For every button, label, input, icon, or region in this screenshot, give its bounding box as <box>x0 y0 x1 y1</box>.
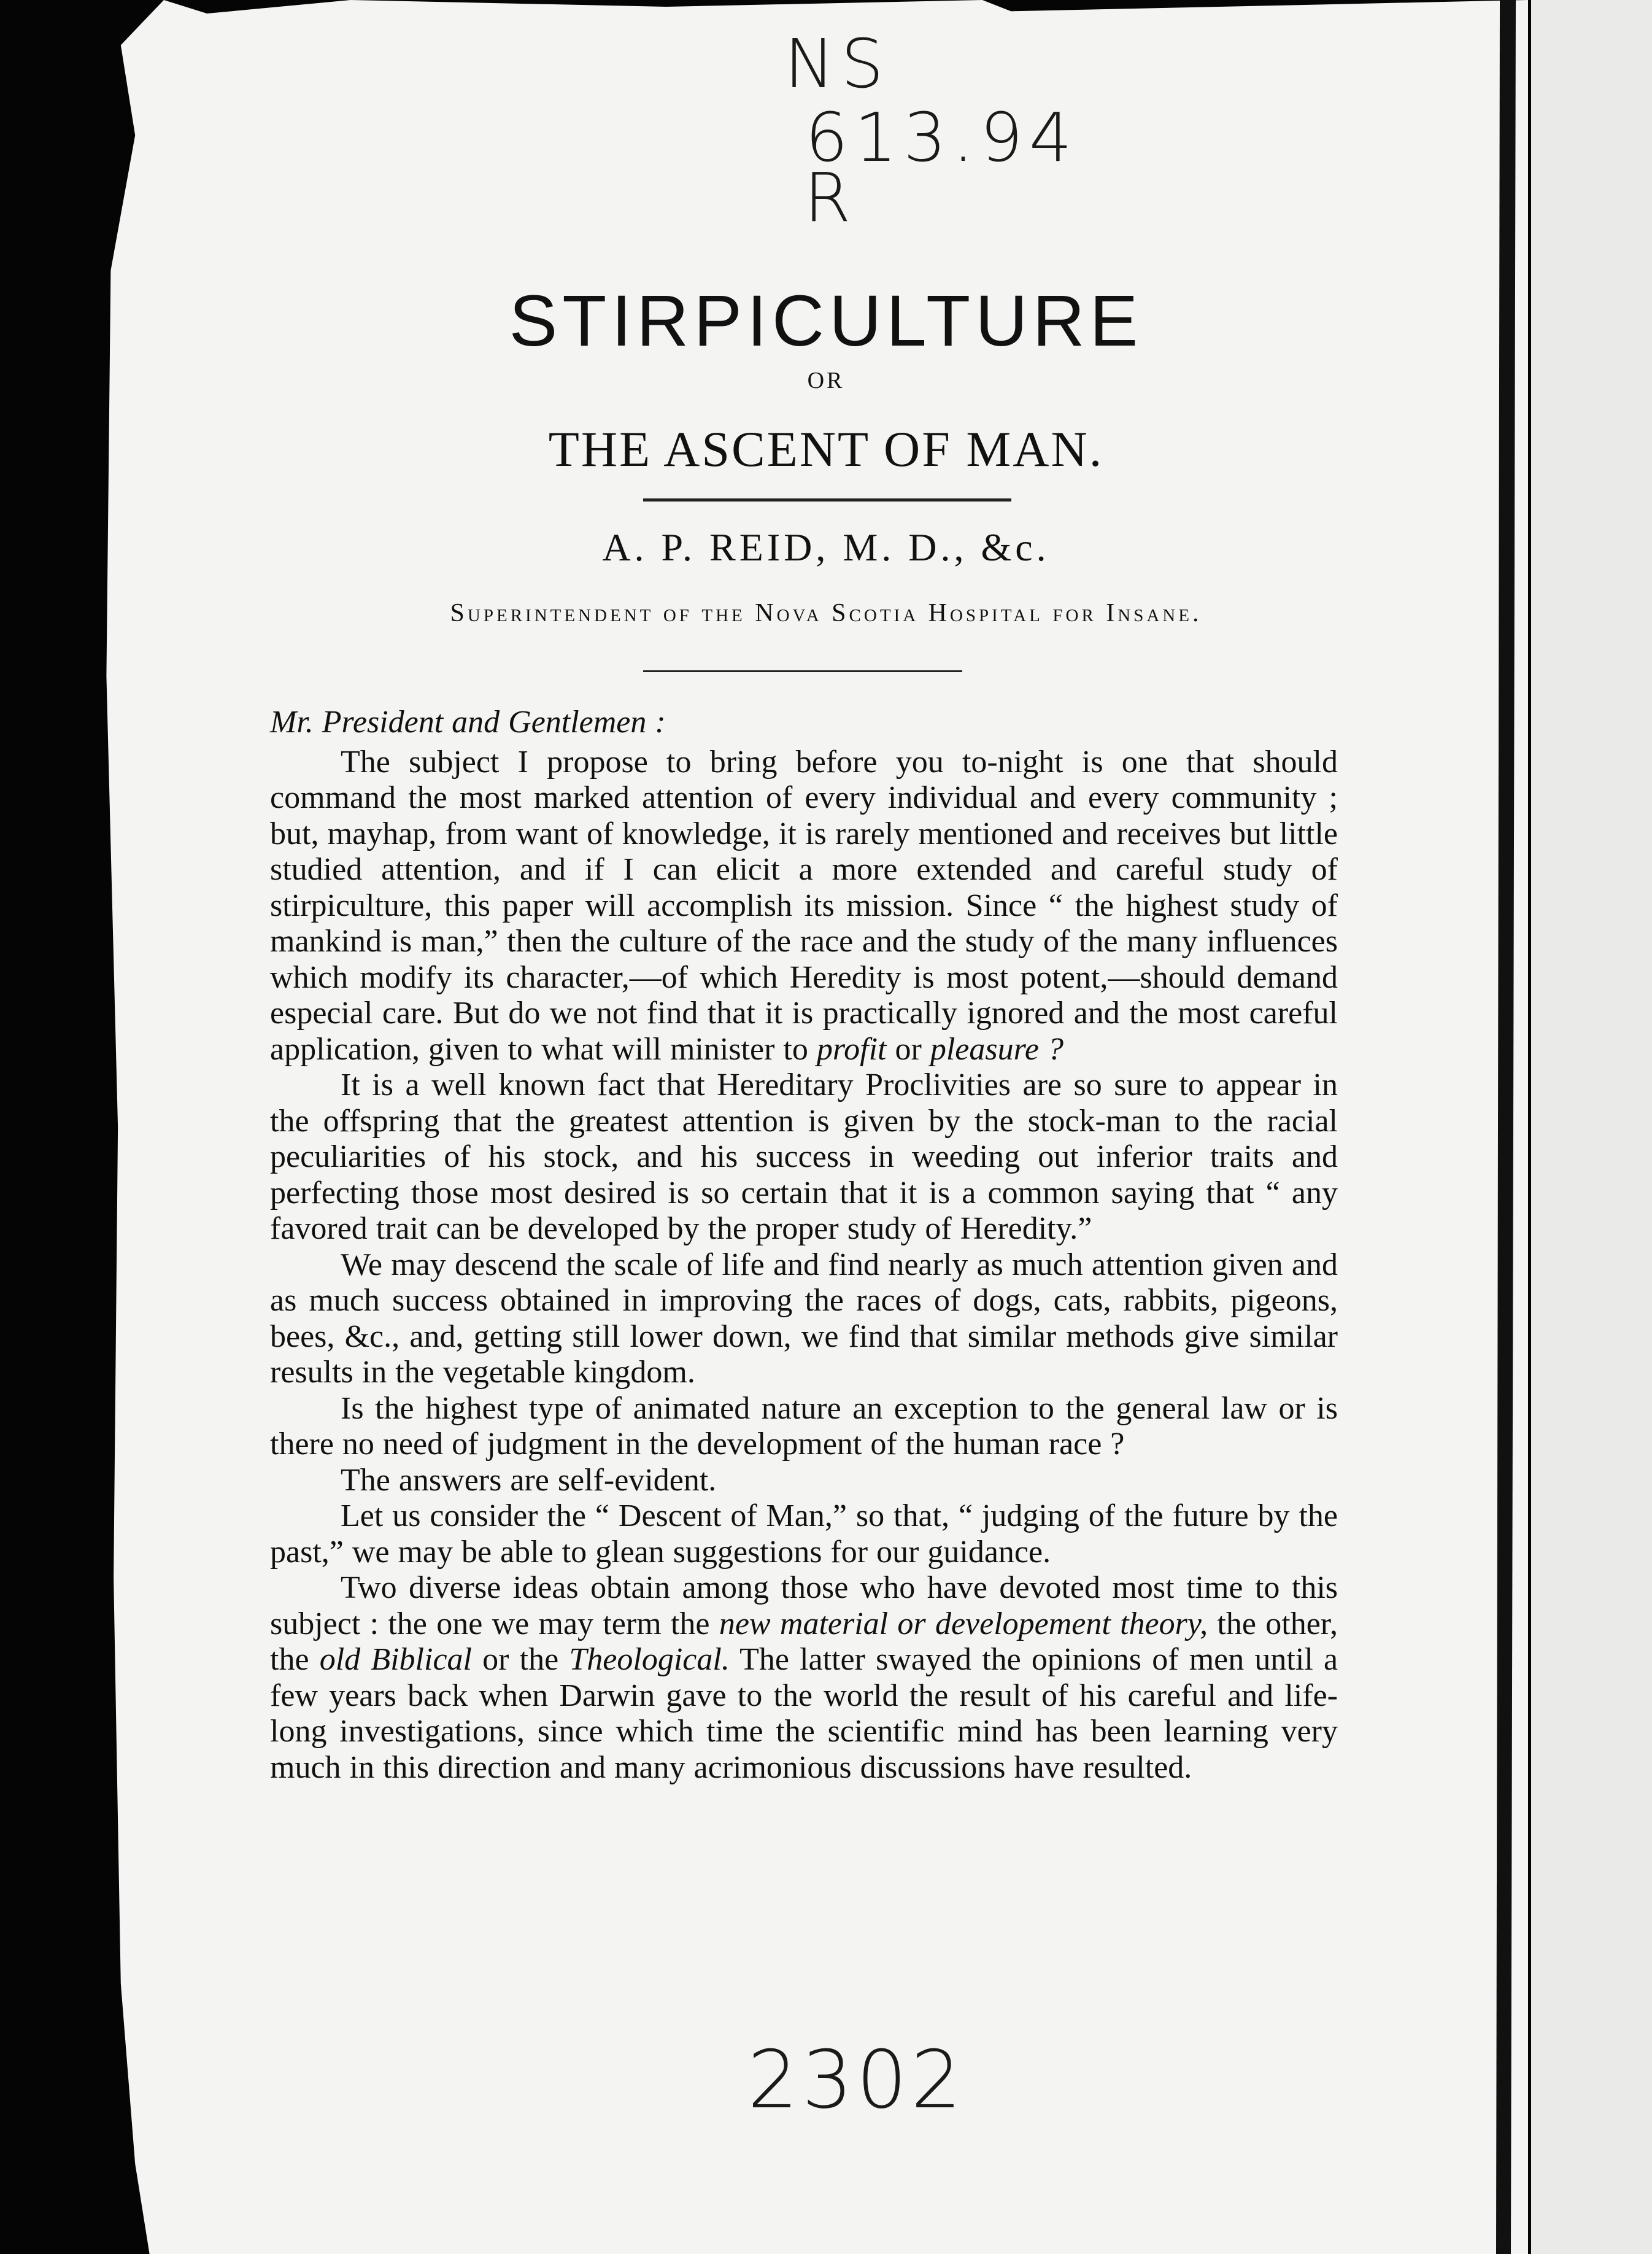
salutation: Mr. President and Gentlemen : <box>270 705 666 740</box>
paragraph <box>270 1570 1338 1786</box>
document-subtitle: THE ASCENT OF MAN. <box>548 421 1104 477</box>
article-body <box>270 705 1338 1786</box>
handwritten-callmark-line3: R <box>804 158 857 237</box>
italic-text: new material or developement theory, <box>719 1606 1208 1641</box>
handwritten-callmark-line1: NS <box>784 25 890 103</box>
handwritten-accession-number: 2302 <box>747 2033 965 2126</box>
document-title: STIRPICULTURE <box>509 281 1143 362</box>
paragraph-text: Two diverse ideas obtain among those who have devoted most time to this subject : the one we may term the <box>270 1570 1338 1641</box>
paragraph-text: the other, the <box>270 1606 1338 1677</box>
paragraph: Let us consider the “ Descent of Man,” so that, “ judging of the future by the past,” we may be able to glean suggestions for our guidance. <box>270 1498 1338 1570</box>
title-conjunction: OR <box>807 368 845 393</box>
italic-text: old Biblical <box>319 1642 472 1677</box>
paragraph <box>270 745 1338 1068</box>
author-name: A. P. REID, M. D., &c. <box>602 525 1050 569</box>
divider-rule <box>643 670 962 672</box>
paragraph: The answers are self-evident. <box>341 1462 717 1498</box>
handwritten-callmark-line2: 613.94 <box>805 98 1078 177</box>
italic-text: pleasure ? <box>930 1031 1063 1067</box>
divider-rule <box>643 498 1011 502</box>
author-affiliation: Superintendent of the Nova Scotia Hospital for Insane. <box>450 599 1202 627</box>
italic-text: profit <box>816 1031 887 1067</box>
paragraph: Is the highest type of animated nature an exception to the general law or is there no need of judgment in the development of the human race ? <box>270 1390 1338 1462</box>
paragraph: It is a well known fact that Hereditary Proclivities are so sure to appear in the offspring that the greatest attention is given by the stock-man to the racial peculiarities of his stock, and his success in weeding out inferior traits and perfecting those most desired is so certain that it is a common saying that “ any favored trait can be developed by the proper study of Heredity.” <box>270 1067 1338 1246</box>
paragraph: We may descend the scale of life and find nearly as much attention given and as much success obtained in improving the races of dogs, cats, rabbits, pigeons, bees, &c., and, getting still lower down, we find that similar methods give similar results in the vegetable kingdom. <box>270 1247 1338 1390</box>
paragraph-text: or the <box>482 1642 559 1677</box>
paragraph-text: The subject I propose to bring before you to-night is one that should command the most marked attention of every individual and every community ; but, mayhap, from want of knowledge, it is rarely mentioned and receives but little studied attention, and if I can elicit a more extended and careful study of stirpiculture, this paper will accomplish its mission. Since “ the highest study of mankind is man,” then the culture of the race and the study of the many influences which modify its character,—of which Heredity is most potent,—should demand especial care. But do we not find that it is practically ignored and the most careful application, given to what will minister to <box>270 744 1338 1067</box>
paragraph-text: or <box>895 1031 922 1067</box>
paragraph-text: The latter swayed the opinions of men until a few years back when Darwin gave to the world the result of his careful and life-long investigations, since which time the scientific mind has been learning very much in this direction and many acrimonious discussions have resulted. <box>270 1642 1338 1785</box>
italic-text: Theological. <box>569 1642 730 1677</box>
